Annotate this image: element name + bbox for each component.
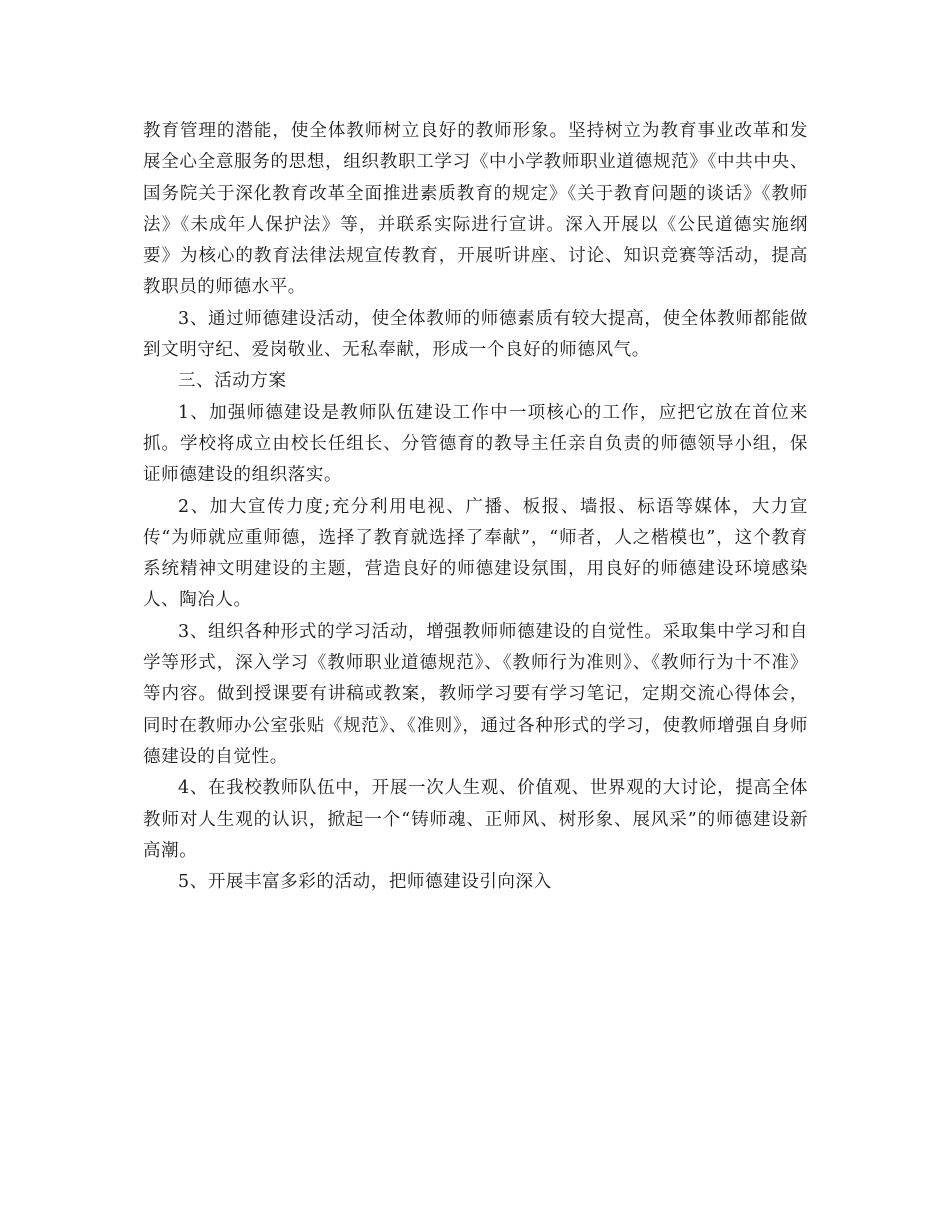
document-body: [143, 116, 808, 898]
paragraph-item-3: 3、通过师德建设活动，使全体教师的师德素质有较大提高，使全体教师都能做到文明守纪、爱岗敬业、无私奉献，形成一个良好的师德风气。: [143, 308, 808, 361]
paragraph-plan-item-1: 1、加强师德建设是教师队伍建设工作中一项核心的工作，应把它放在首位来抓。学校将成立由校长任组长、分管德育的教导主任亲自负责的师德领导小组，保证师德建设的组织落实。: [143, 402, 808, 486]
section-heading-activity-plan: 三、活动方案: [178, 371, 287, 392]
paragraph-plan-item-2: 2、加大宣传力度;充分利用电视、广播、板报、墙报、标语等媒体，大力宣传“为师就应重师德，选择了教育就选择了奉献”，“师者，人之楷模也”，这个教育系统精神文明建设的主题，营造良好的师德建设氛围，用良好的师德建设环境感染人、陶冶人。: [143, 496, 808, 611]
paragraph-plan-item-3: 3、组织各种形式的学习活动，增强教师师德建设的自觉性。采取集中学习和自学等形式，深入学习《教师职业道德规范》、《教师行为准则》、《教师行为十不准》等内容。做到授课要有讲稿或教案，教师学习要有学习笔记，定期交流心得体会，同时在教师办公室张贴《规范》、《准则》，通过各种形式的学习，使教师增强自身师德建设的自觉性。: [143, 621, 808, 767]
paragraph-plan-item-4: 4、在我校教师队伍中，开展一次人生观、价值观、世界观的大讨论，提高全体教师对人生观的认识，掀起一个“铸师魂、正师风、树形象、展风采”的师德建设新高潮。: [143, 778, 808, 861]
paragraph-continuation: 教育管理的潜能，使全体教师树立良好的教师形象。坚持树立为教育事业改革和发展全心全意服务的思想，组织教职工学习《中小学教师职业道德规范》《中共中央、国务院关于深化教育改革全面推进素质教育的规定》《关于教育问题的谈话》《教师法》《未成年人保护法》等，并联系实际进行宣讲。深入开展以《公民道德实施纲要》为核心的教育法律法规宣传教育，开展听讲座、讨论、知识竞赛等活动，提高教职员的师德水平。: [143, 121, 808, 298]
paragraph-plan-item-5: 5、开展丰富多彩的活动，把师德建设引向深入: [178, 872, 552, 893]
